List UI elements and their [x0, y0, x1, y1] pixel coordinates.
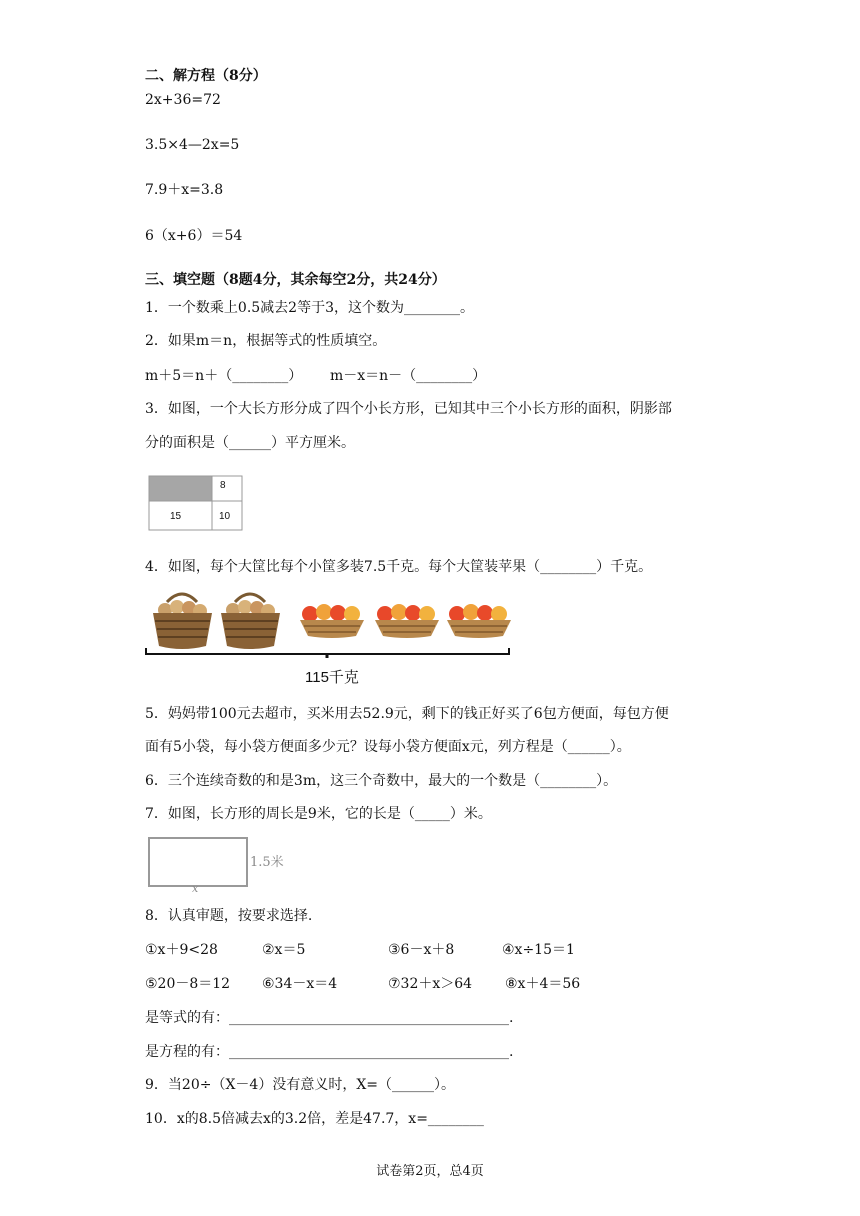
small-basket-icon	[447, 604, 511, 638]
small-basket-icon	[300, 604, 364, 638]
rectangle-diagram	[148, 475, 243, 531]
big-basket-icon	[153, 594, 212, 649]
question-8-option: ⑦32＋x＞64	[388, 976, 473, 992]
question-5-line-1: 5．妈妈带100元去超市，买米用去52.9元，剩下的钱正好买了6包方便面，每包方便	[145, 706, 669, 722]
question-8-equations-answer: 是等式的有：________________________________________.	[145, 1010, 514, 1026]
question-8: 8．认真审题，按要求选择.	[145, 908, 313, 924]
question-8-option: ⑥34－x＝4	[262, 976, 338, 992]
perimeter-rectangle	[148, 837, 248, 887]
question-3-line-2: 分的面积是（______）平方厘米。	[145, 435, 355, 451]
small-basket-icon	[375, 604, 439, 638]
big-basket-icon	[221, 594, 280, 649]
question-10: 10．x的8.5倍减去x的3.2倍，差是47.7，x=________	[145, 1111, 484, 1127]
width-label: 1.5米	[250, 855, 284, 870]
shaded-rectangle	[149, 476, 212, 501]
question-7-rectangle-figure	[148, 837, 288, 895]
question-2-blank-a: m＋5＝n＋（________）	[145, 368, 303, 384]
baskets-illustration	[145, 588, 515, 658]
area-label-bottom-left: 15	[170, 511, 182, 522]
page-footer: 试卷第2页，总4页	[376, 1164, 484, 1179]
question-7: 7．如图，长方形的周长是9米，它的长是（_____）米。	[145, 806, 492, 822]
question-4: 4．如图，每个大筐比每个小筐多装7.5千克。每个大筐装苹果（________）千克。	[145, 559, 653, 575]
equation-1: 2x+36=72	[145, 92, 221, 108]
question-3-rectangle-figure	[148, 475, 243, 531]
area-label-bottom-right: 10	[219, 511, 231, 522]
section-3-heading: 三、填空题（8题4分，其余每空2分，共24分）	[145, 272, 446, 288]
equation-3: 7.9＋x=3.8	[145, 182, 224, 198]
section-2-heading: 二、解方程（8分）	[145, 68, 267, 84]
question-8-option: ②x＝5	[262, 942, 306, 958]
question-3-line-1: 3．如图，一个大长方形分成了四个小长方形，已知其中三个小长方形的面积，阴影部	[145, 401, 672, 417]
area-label-top-right: 8	[220, 480, 226, 491]
total-weight-label: 115千克	[305, 669, 359, 686]
length-label: x	[192, 882, 199, 895]
question-4-baskets-figure	[145, 588, 515, 688]
question-1: 1．一个数乘上0.5减去2等于3，这个数为________。	[145, 300, 474, 316]
question-2-blank-b: m－x＝n－（________）	[330, 368, 487, 384]
question-2: 2．如果m＝n，根据等式的性质填空。	[145, 333, 387, 349]
question-6: 6．三个连续奇数的和是3m，这三个奇数中，最大的一个数是（________）。	[145, 773, 618, 789]
question-8-option: ⑧x＋4＝56	[505, 976, 581, 992]
equation-2: 3.5×4—2x=5	[145, 137, 240, 153]
question-8-formulas-answer: 是方程的有：________________________________________.	[145, 1044, 514, 1060]
equation-4: 6（x+6）＝54	[145, 228, 243, 244]
question-8-option: ①x＋9<28	[145, 942, 218, 958]
question-9: 9．当20÷（X－4）没有意义时，X=（______）。	[145, 1077, 456, 1093]
total-brace	[146, 648, 509, 654]
question-5-line-2: 面有5小袋，每小袋方便面多少元？设每小袋方便面x元，列方程是（______）。	[145, 739, 631, 755]
question-8-option: ⑤20－8＝12	[145, 976, 231, 992]
question-8-option: ④x÷15＝1	[502, 942, 575, 958]
question-8-option: ③6－x＋8	[388, 942, 455, 958]
